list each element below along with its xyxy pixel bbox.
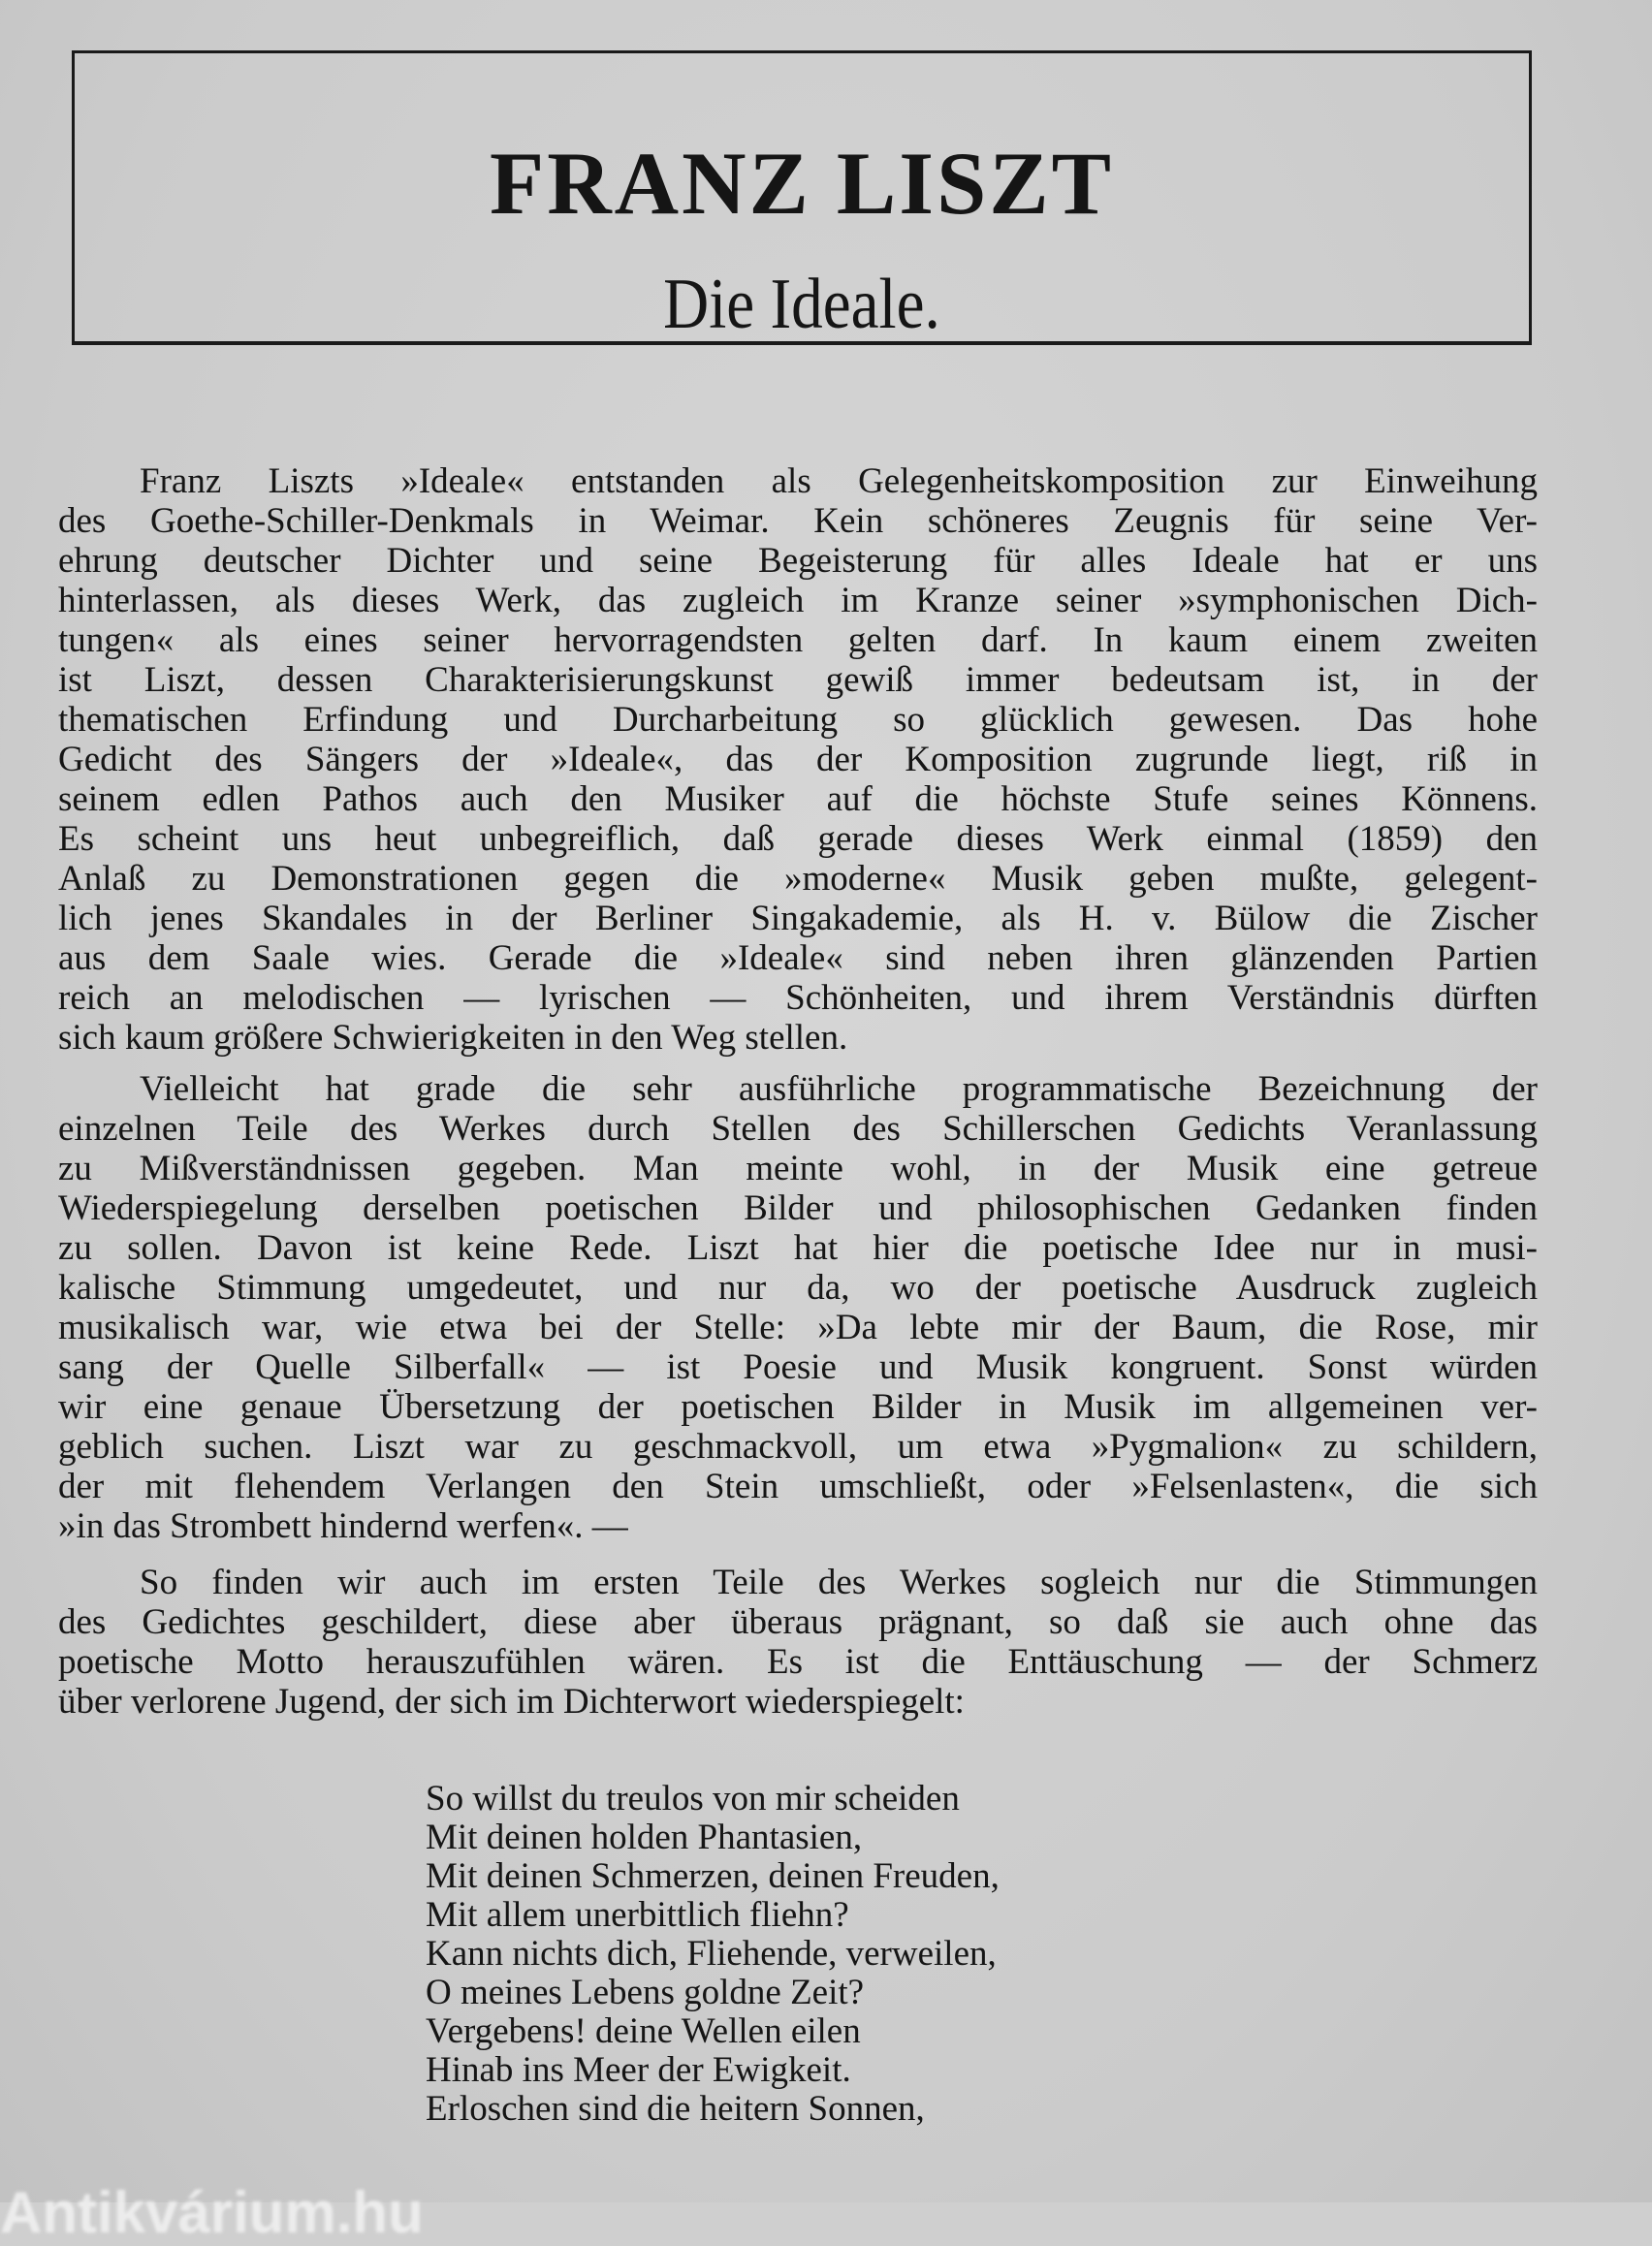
page-title: FRANZ LISZT (490, 134, 1114, 233)
poem-quote (426, 1780, 1000, 2129)
text-line: aus dem Saale wies. Gerade die »Ideale« sind neben ihren glänzenden Partien (58, 938, 1538, 978)
text-line: kalische Stimmung umgedeutet, und nur da, wo der poetische Ausdruck zugleich (58, 1268, 1538, 1308)
text-line: So finden wir auch im ersten Teile des Werkes sogleich nur die Stimmungen (140, 1563, 1538, 1602)
text-line: wir eine genaue Übersetzung der poetischen Bilder in Musik im allgemeinen ver- (58, 1387, 1538, 1427)
poem-line: Mit deinen holden Phantasien, (426, 1818, 863, 1857)
text-line: des Goethe-Schiller-Denkmals in Weimar. Kein schöneres Zeugnis für seine Ver- (58, 501, 1538, 541)
text-line: lich jenes Skandales in der Berliner Singakademie, als H. v. Bülow die Zischer (58, 899, 1538, 938)
text-line: geblich suchen. Liszt war zu geschmackvoll, um etwa »Pygmalion« zu schildern, (58, 1427, 1538, 1467)
paragraph-3 (58, 1563, 1538, 1722)
text-line: der mit flehendem Verlangen den Stein umschließt, oder »Felsenlasten«, die sich (58, 1467, 1538, 1506)
text-line: sang der Quelle Silberfall« — ist Poesie und Musik kongruent. Sonst würden (58, 1347, 1538, 1387)
text-line: einzelnen Teile des Werkes durch Stellen des Schillerschen Gedichts Veranlassung (58, 1109, 1538, 1149)
text-line: musikalisch war, wie etwa bei der Stelle: »Da lebte mir der Baum, die Rose, mir (58, 1308, 1538, 1347)
text-line: des Gedichtes geschildert, diese aber überaus prägnant, so daß sie auch ohne das (58, 1602, 1538, 1642)
text-line: hinterlassen, als dieses Werk, das zugleich im Kranze seiner »symphonischen Dich- (58, 581, 1538, 620)
text-line: Anlaß zu Demonstrationen gegen die »moderne« Musik geben mußte, gelegent- (58, 859, 1538, 899)
paragraph-1 (58, 461, 1538, 1058)
text-line: sich kaum größere Schwierigkeiten in den Weg stellen. (58, 1018, 848, 1058)
poem-line: Erloschen sind die heitern Sonnen, (426, 2089, 925, 2129)
poem-line: Mit allem unerbittlich fliehn? (426, 1895, 849, 1935)
text-line: ehrung deutscher Dichter und seine Begeisterung für alles Ideale hat er uns (58, 541, 1538, 581)
text-line: tungen« als eines seiner hervorragendsten gelten darf. In kaum einem zweiten (58, 620, 1538, 660)
text-line: Vielleicht hat grade die sehr ausführliche programmatische Bezeichnung der (140, 1069, 1538, 1109)
text-line: seinem edlen Pathos auch den Musiker auf die höchste Stufe seines Könnens. (58, 779, 1538, 819)
text-line: Es scheint uns heut unbegreiflich, daß gerade dieses Werk einmal (1859) den (58, 819, 1538, 859)
watermark: Antikvárium.hu (0, 2180, 424, 2245)
paragraph-2 (58, 1069, 1538, 1546)
text-line: poetische Motto herauszufühlen wären. Es ist die Enttäuschung — der Schmerz (58, 1642, 1538, 1682)
page-subtitle: Die Ideale. (663, 265, 940, 344)
text-line: Gedicht des Sängers der »Ideale«, das der Komposition zugrunde liegt, riß in (58, 740, 1538, 779)
text-line: reich an melodischen — lyrischen — Schönheiten, und ihrem Verständnis dürften (58, 978, 1538, 1018)
title-box (72, 50, 1532, 345)
text-line: »in das Strombett hindernd werfen«. — (58, 1506, 628, 1546)
text-line: zu Mißverständnissen gegeben. Man meinte wohl, in der Musik eine getreue (58, 1149, 1538, 1188)
text-line: Wiederspiegelung derselben poetischen Bilder und philosophischen Gedanken finden (58, 1188, 1538, 1228)
poem-line: Hinab ins Meer der Ewigkeit. (426, 2050, 851, 2090)
text-line: zu sollen. Davon ist keine Rede. Liszt hat hier die poetische Idee nur in musi- (58, 1228, 1538, 1268)
text-line: thematischen Erfindung und Durcharbeitung so glücklich gewesen. Das hohe (58, 700, 1538, 740)
poem-line: So willst du treulos von mir scheiden (426, 1779, 960, 1819)
poem-line: Mit deinen Schmerzen, deinen Freuden, (426, 1856, 1000, 1896)
text-line: Franz Liszts »Ideale« entstanden als Gelegenheitskomposition zur Einweihung (140, 461, 1538, 501)
text-line: über verlorene Jugend, der sich im Dichterwort wiederspiegelt: (58, 1682, 965, 1722)
text-line: ist Liszt, dessen Charakterisierungskunst gewiß immer bedeutsam ist, in der (58, 660, 1538, 700)
poem-line: Kann nichts dich, Fliehende, verweilen, (426, 1934, 997, 1974)
poem-line: O meines Lebens goldne Zeit? (426, 1973, 865, 2012)
poem-line: Vergebens! deine Wellen eilen (426, 2011, 861, 2051)
